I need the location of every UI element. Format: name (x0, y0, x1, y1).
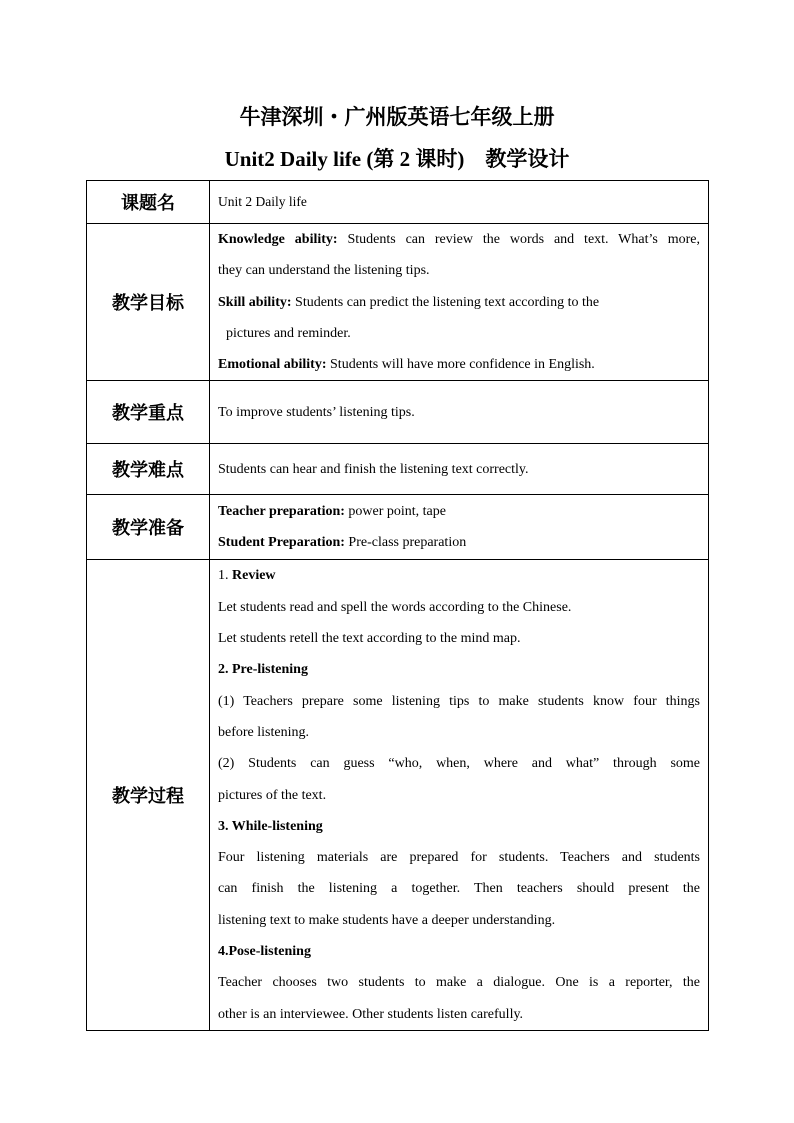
cell-objectives (210, 224, 709, 381)
step-1-number: 1. (218, 568, 232, 584)
step-4-title: 4.Pose-listening (218, 944, 311, 960)
step-2-line-3: (2) Students can guess “who, when, where and what” through some (218, 756, 700, 772)
label-objectives: 教学目标 (87, 224, 210, 381)
step-3-line-2: can finish the listening a together. Then teachers should present the (218, 881, 700, 897)
cell-process (210, 560, 709, 1030)
step-2-heading (218, 654, 700, 685)
step-4-line-2: other is an interviewee. Other students listen carefully. (218, 1006, 524, 1022)
step-1-heading (218, 560, 700, 591)
emotional-line (218, 349, 700, 380)
difficulties-text: Students can hear and finish the listening text correctly. (218, 461, 529, 477)
step-3-line-3: listening text to make students have a deeper understanding. (218, 912, 556, 928)
lesson-plan-table (86, 180, 709, 1031)
step-2-line-4: pictures of the text. (218, 787, 327, 803)
knowledge-text-2: they can understand the listening tips. (218, 263, 430, 279)
document-title-line-2: Unit2 Daily life (第 2 课时) 教学设计 (224, 147, 570, 171)
key-points-text: To improve students’ listening tips. (218, 404, 415, 420)
skill-line-1 (218, 287, 700, 318)
cell-preparation (210, 495, 709, 560)
student-prep-text: Pre-class preparation (344, 535, 467, 551)
row-preparation (87, 495, 709, 560)
skill-label: Skill ability: (218, 294, 292, 310)
label-difficulties: 教学难点 (87, 444, 210, 495)
step-2-line-2: before listening. (218, 724, 309, 740)
student-prep-line (218, 527, 700, 558)
cell-topic (210, 181, 709, 224)
row-difficulties (87, 444, 709, 495)
knowledge-line-1 (218, 224, 700, 255)
teacher-prep-label: Teacher preparation: (218, 504, 345, 520)
teacher-prep-text: power point, tape (344, 504, 446, 520)
step-4-line-1: Teacher chooses two students to make a dialogue. One is a reporter, the (218, 975, 700, 991)
label-process: 教学过程 (87, 560, 210, 1030)
step-3-title: 3. While-listening (218, 818, 323, 834)
teacher-prep-line (218, 496, 700, 527)
step-4-heading (218, 936, 700, 967)
row-process (87, 560, 709, 1030)
cell-key-points (210, 381, 709, 444)
document-title-line-1: 牛津深圳・广州版英语七年级上册 (239, 105, 555, 129)
step-3-heading (218, 811, 700, 842)
row-topic (87, 181, 709, 224)
step-2-line-1: (1) Teachers prepare some listening tips to make students know four things (218, 693, 700, 709)
knowledge-label: Knowledge ability: (218, 232, 338, 247)
topic-text: Unit 2 Daily life (218, 194, 307, 210)
label-key-points: 教学重点 (87, 381, 210, 444)
emotional-text: Students will have more confidence in English. (326, 357, 595, 373)
step-2-title: 2. Pre-listening (218, 662, 308, 678)
skill-text-2: pictures and reminder. (226, 325, 351, 341)
step-1-line-2: Let students retell the text according to the mind map. (218, 631, 521, 647)
knowledge-text-1: Students can review the words and text. What’s more, (337, 232, 700, 247)
label-preparation: 教学准备 (87, 495, 210, 560)
cell-difficulties (210, 444, 709, 495)
row-objectives (87, 224, 709, 381)
step-3-line-1: Four listening materials are prepared for students. Teachers and students (218, 850, 700, 866)
label-topic: 课题名 (87, 181, 210, 224)
skill-text-1: Students can predict the listening text according to the (291, 294, 600, 310)
student-prep-label: Student Preparation: (218, 535, 345, 551)
step-1-title: Review (232, 568, 276, 584)
step-1-line-1: Let students read and spell the words according to the Chinese. (218, 599, 572, 615)
emotional-label: Emotional ability: (218, 357, 327, 373)
row-key-points (87, 381, 709, 444)
